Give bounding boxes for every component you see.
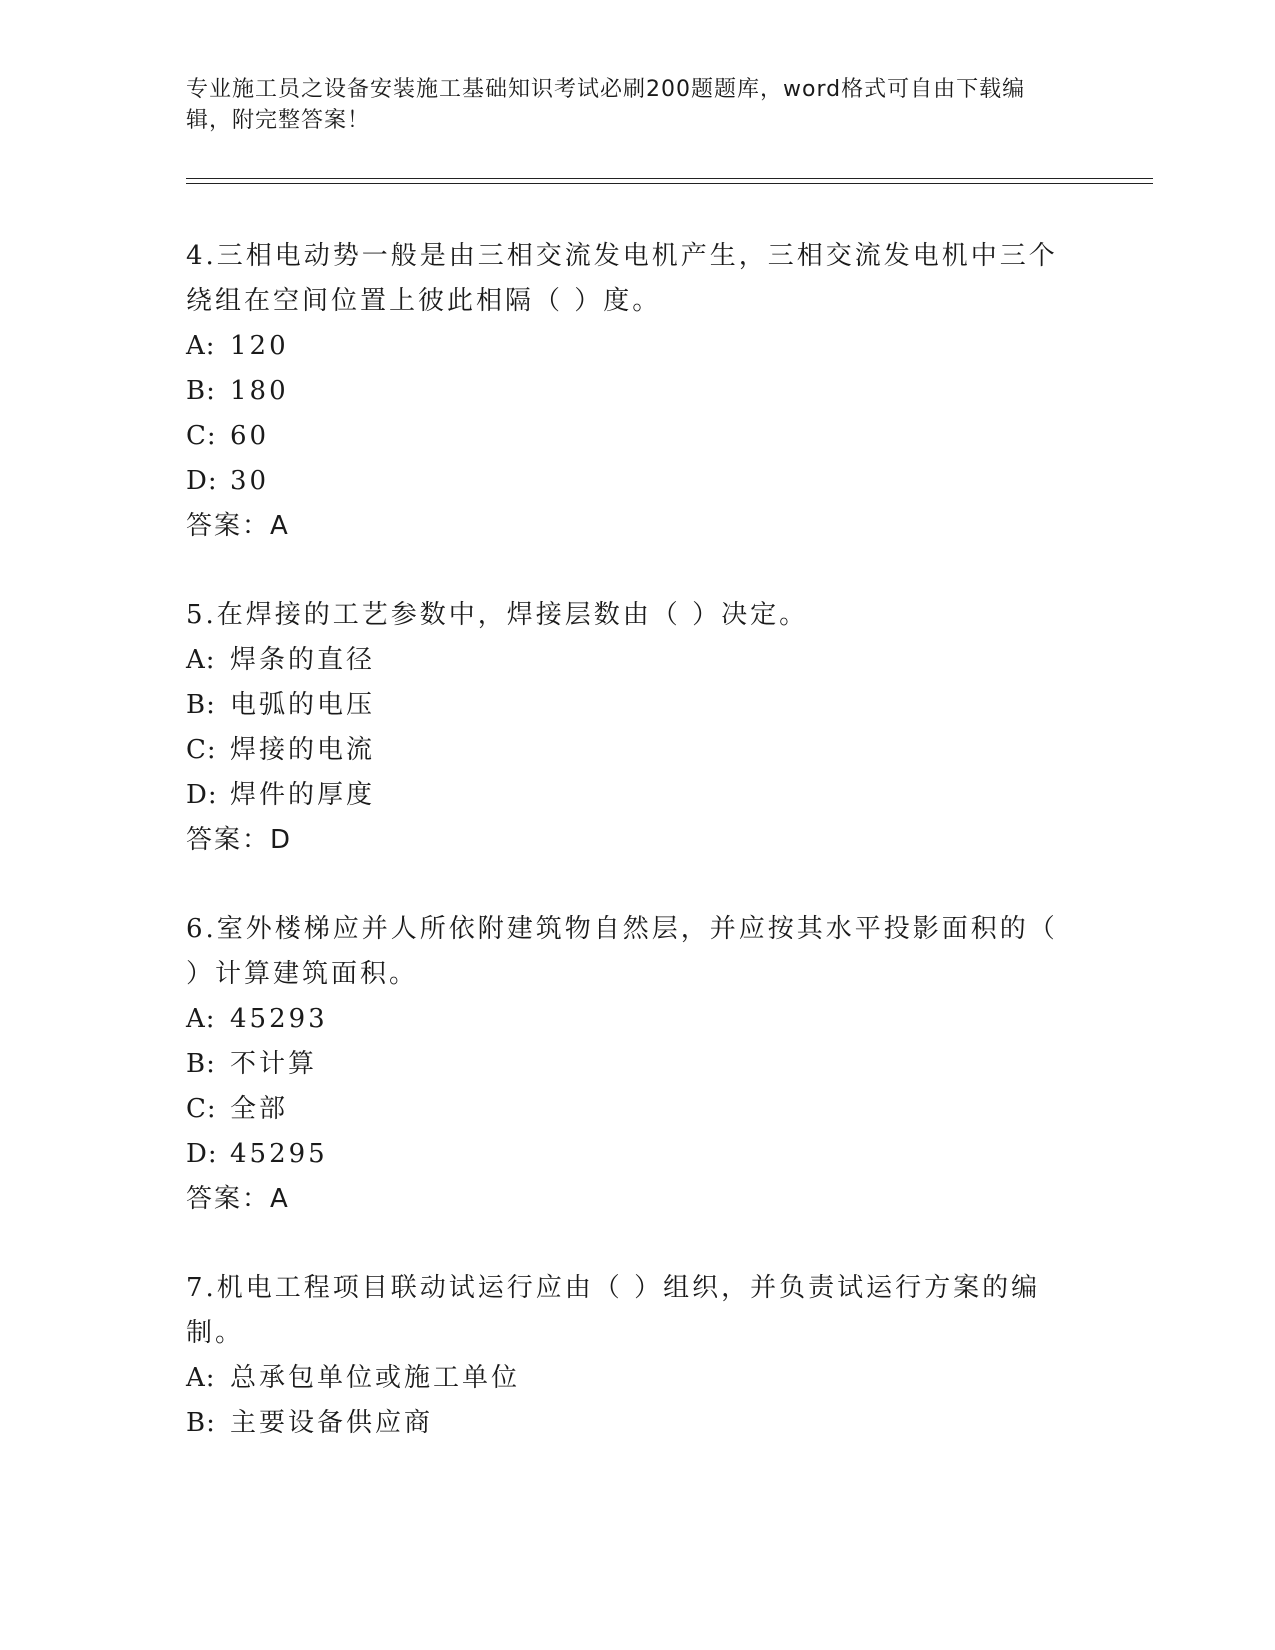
option-b xyxy=(186,1042,1086,1087)
option-text: 不计算 xyxy=(230,1049,318,1079)
option-letter: B: xyxy=(186,1049,216,1079)
answer-line: 答案：D xyxy=(186,825,293,855)
option-letter: B: xyxy=(186,1408,216,1438)
answer-line: 答案：A xyxy=(186,511,290,541)
option-text: 全部 xyxy=(230,1094,289,1124)
document-header: 专业施工员之设备安装施工基础知识考试必刷200题题库，word格式可自由下载编辑，附完整答案！ xyxy=(186,77,1026,133)
option-text: 主要设备供应商 xyxy=(230,1408,434,1438)
option-c xyxy=(186,728,1086,773)
option-text: 45293 xyxy=(230,1004,328,1034)
option-letter: C: xyxy=(186,735,217,765)
option-text: 焊件的厚度 xyxy=(230,780,376,810)
question-6 xyxy=(186,907,1086,1222)
option-b xyxy=(186,1401,1086,1446)
option-a xyxy=(186,997,1086,1042)
option-b xyxy=(186,683,1086,728)
option-text: 45295 xyxy=(230,1139,328,1169)
option-letter: C: xyxy=(186,1094,217,1124)
option-letter: B: xyxy=(186,376,216,406)
option-text: 总承包单位或施工单位 xyxy=(230,1363,521,1393)
option-letter: A: xyxy=(186,1004,216,1034)
option-c xyxy=(186,414,1086,459)
option-letter: C: xyxy=(186,421,217,451)
option-letter: A: xyxy=(186,645,216,675)
question-stem: 6.室外楼梯应并人所依附建筑物自然层，并应按其水平投影面积的（ ）计算建筑面积。 xyxy=(186,914,1058,989)
option-a xyxy=(186,1356,1086,1401)
answer-line: 答案：A xyxy=(186,1184,290,1214)
option-letter: A: xyxy=(186,331,216,361)
option-text: 60 xyxy=(230,421,270,451)
option-text: 焊接的电流 xyxy=(230,735,376,765)
option-letter: A: xyxy=(186,1363,216,1393)
question-stem: 4.三相电动势一般是由三相交流发电机产生，三相交流发电机中三个绕组在空间位置上彼此相隔（ ）度。 xyxy=(186,241,1058,316)
option-d xyxy=(186,459,1086,504)
question-7 xyxy=(186,1266,1086,1446)
question-stem: 7.机电工程项目联动试运行应由（ ）组织，并负责试运行方案的编制。 xyxy=(186,1273,1041,1348)
question-4 xyxy=(186,234,1086,549)
header-divider-top xyxy=(186,178,1153,179)
question-list xyxy=(186,234,1086,1490)
option-c xyxy=(186,1087,1086,1132)
option-letter: D: xyxy=(186,780,218,810)
question-5 xyxy=(186,593,1086,863)
option-a xyxy=(186,324,1086,369)
option-d xyxy=(186,1132,1086,1177)
option-a xyxy=(186,638,1086,683)
option-text: 电弧的电压 xyxy=(230,690,376,720)
option-text: 焊条的直径 xyxy=(230,645,376,675)
option-letter: B: xyxy=(186,690,216,720)
option-letter: D: xyxy=(186,466,218,496)
header-divider-bottom xyxy=(186,183,1153,184)
option-b xyxy=(186,369,1086,414)
option-text: 180 xyxy=(230,376,289,406)
question-stem: 5.在焊接的工艺参数中，焊接层数由（ ）决定。 xyxy=(186,600,809,630)
option-text: 30 xyxy=(230,466,270,496)
option-d xyxy=(186,773,1086,818)
option-text: 120 xyxy=(230,331,289,361)
option-letter: D: xyxy=(186,1139,218,1169)
